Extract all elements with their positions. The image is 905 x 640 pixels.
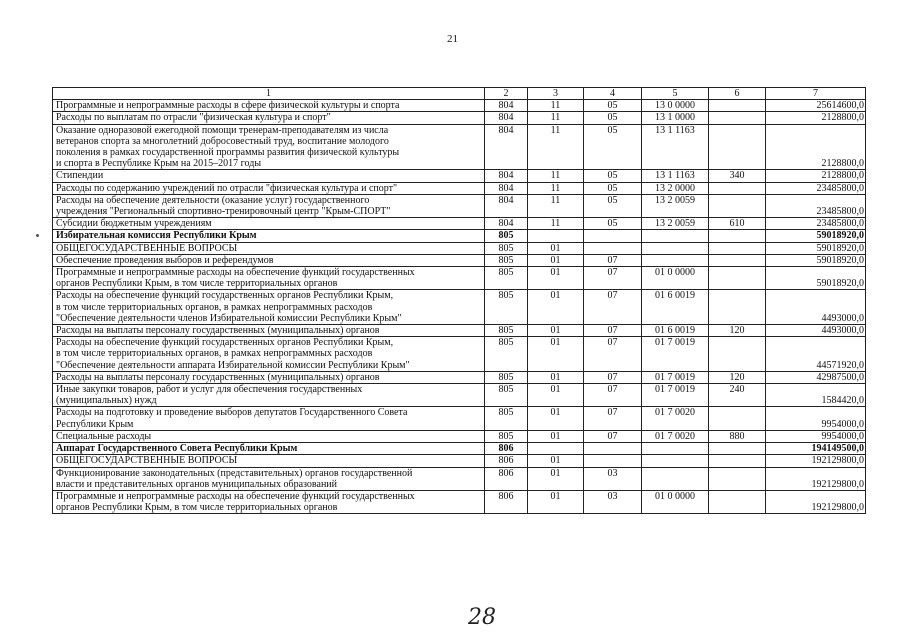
description-line: (муниципальных) нужд [56,395,157,407]
description-line: Избирательная комиссия Республики Крым [56,230,257,242]
subsection-cell: 07 [584,430,642,442]
expense-type-cell [709,455,766,467]
expense-type-cell [709,194,766,217]
code-cell: 805 [485,290,528,325]
expense-type-cell [709,407,766,430]
amount-cell: 2128800,0 [766,112,866,124]
expense-type-cell: 120 [709,371,766,383]
header-cell-col5: 5 [642,88,709,100]
target-article-cell: 01 7 0020 [642,407,709,430]
target-article-cell: 13 2 0000 [642,182,709,194]
description-line: Программные и непрограммные расходы в сфере физической культуры и спорта [56,100,400,112]
description-line: Аппарат Государственного Совета Республики Крым [56,443,298,455]
amount-cell: 42987500,0 [766,371,866,383]
target-article-cell: 13 1 0000 [642,112,709,124]
target-article-cell: 01 6 0019 [642,290,709,325]
subsection-cell [584,242,642,254]
section-cell: 11 [528,124,584,170]
code-cell: 804 [485,170,528,182]
table-row [53,218,866,230]
code-cell: 805 [485,384,528,407]
amount-cell: 194149500,0 [766,443,866,455]
subsection-cell [584,443,642,455]
code-cell: 806 [485,467,528,490]
row-description [53,371,485,383]
description-line: Программные и непрограммные расходы на обеспечение функций государственных [56,490,415,502]
subsection-cell: 07 [584,290,642,325]
expense-type-cell [709,490,766,513]
table-row [53,267,866,290]
row-description [53,254,485,266]
amount-cell: 59018920,0 [766,267,866,290]
subsection-cell: 03 [584,490,642,513]
subsection-cell: 05 [584,182,642,194]
header-cell-col2: 2 [485,88,528,100]
expense-type-cell [709,443,766,455]
table-body [53,88,866,514]
description-line: Расходы на обеспечение функций государственных органов Республики Крым, [56,290,394,302]
amount-cell: 2128800,0 [766,170,866,182]
section-cell: 01 [528,430,584,442]
expense-type-cell: 120 [709,325,766,337]
target-article-cell [642,455,709,467]
amount-cell: 192129800,0 [766,455,866,467]
amount-cell: 1584420,0 [766,384,866,407]
row-description [53,194,485,217]
description-line: Стипендии [56,170,104,182]
row-description [53,182,485,194]
table-row [53,100,866,112]
row-description [53,467,485,490]
code-cell: 806 [485,455,528,467]
description-line: в том числе территориальных органов, в рамках непрограммных расходов [56,301,373,313]
target-article-cell: 13 0 0000 [642,100,709,112]
target-article-cell [642,254,709,266]
subsection-cell: 07 [584,384,642,407]
code-cell: 805 [485,337,528,372]
description-line: ОБЩЕГОСУДАРСТВЕННЫЕ ВОПРОСЫ [56,455,238,467]
description-line: Расходы на выплаты персоналу государственных (муниципальных) органов [56,371,380,383]
section-cell: 11 [528,170,584,182]
row-description [53,325,485,337]
row-description [53,455,485,467]
amount-cell: 9954000,0 [766,407,866,430]
row-description [53,490,485,513]
code-cell: 806 [485,490,528,513]
description-line: органов Республики Крым, в том числе территориальных органов [56,502,338,514]
target-article-cell [642,467,709,490]
amount-cell: 4493000,0 [766,325,866,337]
budget-table [52,87,866,514]
subsection-cell: 05 [584,124,642,170]
table-row [53,170,866,182]
target-article-cell [642,230,709,242]
target-article-cell: 01 7 0019 [642,384,709,407]
description-line: ветеранов спорта за многолетний добросовестный труд, воспитание молодого [56,135,389,147]
amount-cell: 4493000,0 [766,290,866,325]
expense-type-cell [709,254,766,266]
amount-cell: 23485800,0 [766,218,866,230]
target-article-cell: 01 7 0020 [642,430,709,442]
section-cell [528,443,584,455]
amount-cell: 59018920,0 [766,230,866,242]
table-row [53,124,866,170]
section-cell: 01 [528,455,584,467]
code-cell: 805 [485,371,528,383]
description-line: Оказание одноразовой ежегодной помощи тренерам-преподавателям из числа [56,124,389,136]
expense-type-cell [709,267,766,290]
description-line: Специальные расходы [56,430,152,442]
table-row [53,182,866,194]
subsection-cell: 05 [584,112,642,124]
code-cell: 805 [485,254,528,266]
section-cell: 01 [528,242,584,254]
target-article-cell [642,242,709,254]
amount-cell: 9954000,0 [766,430,866,442]
description-line: Программные и непрограммные расходы на обеспечение функций государственных [56,267,415,279]
section-cell: 01 [528,290,584,325]
code-cell: 805 [485,230,528,242]
header-cell-col7: 7 [766,88,866,100]
table-header-row [53,88,866,100]
expense-type-cell [709,242,766,254]
row-description [53,290,485,325]
target-article-cell: 01 6 0019 [642,325,709,337]
table-row [53,290,866,325]
description-line: и спорта в Республике Крым на 2015–2017 годы [56,158,262,170]
expense-type-cell: 880 [709,430,766,442]
table-row [53,254,866,266]
subsection-cell: 07 [584,407,642,430]
section-cell: 11 [528,100,584,112]
section-cell: 01 [528,325,584,337]
description-line: власти и представительных органов муниципальных образований [56,478,337,490]
section-cell: 01 [528,254,584,266]
description-line: Расходы по содержанию учреждений по отрасли "физическая культура и спорт" [56,182,398,194]
code-cell: 804 [485,218,528,230]
subsection-cell: 07 [584,371,642,383]
expense-type-cell: 610 [709,218,766,230]
row-description [53,218,485,230]
table-row [53,371,866,383]
scan-speck [36,234,39,237]
table-row [53,443,866,455]
description-line: органов Республики Крым, в том числе территориальных органов [56,278,338,290]
description-line: Расходы на выплаты персоналу государственных (муниципальных) органов [56,325,380,337]
table-row [53,325,866,337]
section-cell: 11 [528,194,584,217]
code-cell: 804 [485,112,528,124]
target-article-cell: 01 0 0000 [642,267,709,290]
row-description [53,100,485,112]
row-description [53,407,485,430]
table-row [53,337,866,372]
subsection-cell: 05 [584,218,642,230]
code-cell: 804 [485,100,528,112]
code-cell: 804 [485,124,528,170]
subsection-cell: 07 [584,337,642,372]
description-line: Расходы по выплатам по отрасли "физическая культура и спорт" [56,112,331,124]
header-cell-col3: 3 [528,88,584,100]
table-row [53,407,866,430]
amount-cell: 25614600,0 [766,100,866,112]
target-article-cell: 01 0 0000 [642,490,709,513]
page-number: 21 [447,33,458,45]
code-cell: 805 [485,325,528,337]
table-row [53,490,866,513]
subsection-cell: 05 [584,100,642,112]
row-description [53,337,485,372]
code-cell: 804 [485,182,528,194]
description-line: Субсидии бюджетным учреждениям [56,218,212,230]
row-description [53,124,485,170]
row-description [53,170,485,182]
description-line: в том числе территориальных органов, в рамках непрограммных расходов [56,348,373,360]
code-cell: 805 [485,407,528,430]
subsection-cell: 07 [584,325,642,337]
expense-type-cell [709,337,766,372]
target-article-cell: 13 1 1163 [642,124,709,170]
expense-type-cell [709,112,766,124]
table-row [53,112,866,124]
code-cell: 806 [485,443,528,455]
code-cell: 805 [485,242,528,254]
expense-type-cell: 340 [709,170,766,182]
row-description [53,384,485,407]
amount-cell: 59018920,0 [766,242,866,254]
expense-type-cell [709,124,766,170]
amount-cell: 44571920,0 [766,337,866,372]
expense-type-cell [709,230,766,242]
table-row [53,194,866,217]
section-cell [528,230,584,242]
description-line: Расходы на подготовку и проведение выборов депутатов Государственного Совета [56,407,408,419]
description-line: "Обеспечение деятельности аппарата Избирательной комиссии Республики Крым" [56,359,410,371]
table-row [53,230,866,242]
target-article-cell: 13 2 0059 [642,218,709,230]
section-cell: 11 [528,112,584,124]
handwritten-page-number: 28 [468,605,496,630]
row-description [53,267,485,290]
expense-type-cell [709,467,766,490]
description-line: ОБЩЕГОСУДАРСТВЕННЫЕ ВОПРОСЫ [56,242,238,254]
amount-cell: 192129800,0 [766,467,866,490]
code-cell: 805 [485,267,528,290]
expense-type-cell [709,100,766,112]
description-line: Обеспечение проведения выборов и референдумов [56,254,274,266]
amount-cell: 23485800,0 [766,194,866,217]
row-description [53,242,485,254]
header-cell-col1: 1 [53,88,485,100]
target-article-cell: 13 2 0059 [642,194,709,217]
table-row [53,242,866,254]
code-cell: 804 [485,194,528,217]
description-line: поколения в рамках государственной программы развития физической культуры [56,147,400,159]
description-line: Расходы на обеспечение деятельности (оказание услуг) государственного [56,194,370,206]
amount-cell: 23485800,0 [766,182,866,194]
subsection-cell [584,455,642,467]
section-cell: 01 [528,490,584,513]
section-cell: 01 [528,267,584,290]
expense-type-cell: 240 [709,384,766,407]
section-cell: 01 [528,407,584,430]
section-cell: 01 [528,371,584,383]
header-cell-col6: 6 [709,88,766,100]
section-cell: 11 [528,182,584,194]
section-cell: 01 [528,337,584,372]
table-row [53,455,866,467]
target-article-cell: 13 1 1163 [642,170,709,182]
header-cell-col4: 4 [584,88,642,100]
row-description [53,112,485,124]
amount-cell: 59018920,0 [766,254,866,266]
target-article-cell: 01 7 0019 [642,337,709,372]
amount-cell: 192129800,0 [766,490,866,513]
subsection-cell: 05 [584,194,642,217]
subsection-cell: 07 [584,267,642,290]
section-cell: 01 [528,467,584,490]
description-line: "Обеспечение деятельности членов Избирательной комиссии Республики Крым" [56,312,402,324]
subsection-cell: 03 [584,467,642,490]
expense-type-cell [709,182,766,194]
code-cell: 805 [485,430,528,442]
description-line: Расходы на обеспечение функций государственных органов Республики Крым, [56,337,394,349]
table-row [53,467,866,490]
description-line: Иные закупки товаров, работ и услуг для обеспечения государственных [56,384,363,396]
description-line: учреждения "Региональный спортивно-тренировочный центр "Крым-СПОРТ" [56,206,391,218]
target-article-cell: 01 7 0019 [642,371,709,383]
section-cell: 01 [528,384,584,407]
row-description [53,430,485,442]
subsection-cell: 07 [584,254,642,266]
table-row [53,430,866,442]
expense-type-cell [709,290,766,325]
amount-cell: 2128800,0 [766,124,866,170]
table-row [53,384,866,407]
subsection-cell: 05 [584,170,642,182]
subsection-cell [584,230,642,242]
target-article-cell [642,443,709,455]
description-line: Республики Крым [56,418,134,430]
description-line: Функционирование законодательных (представительных) органов государственной [56,467,413,479]
section-cell: 11 [528,218,584,230]
row-description [53,230,485,242]
row-description [53,443,485,455]
